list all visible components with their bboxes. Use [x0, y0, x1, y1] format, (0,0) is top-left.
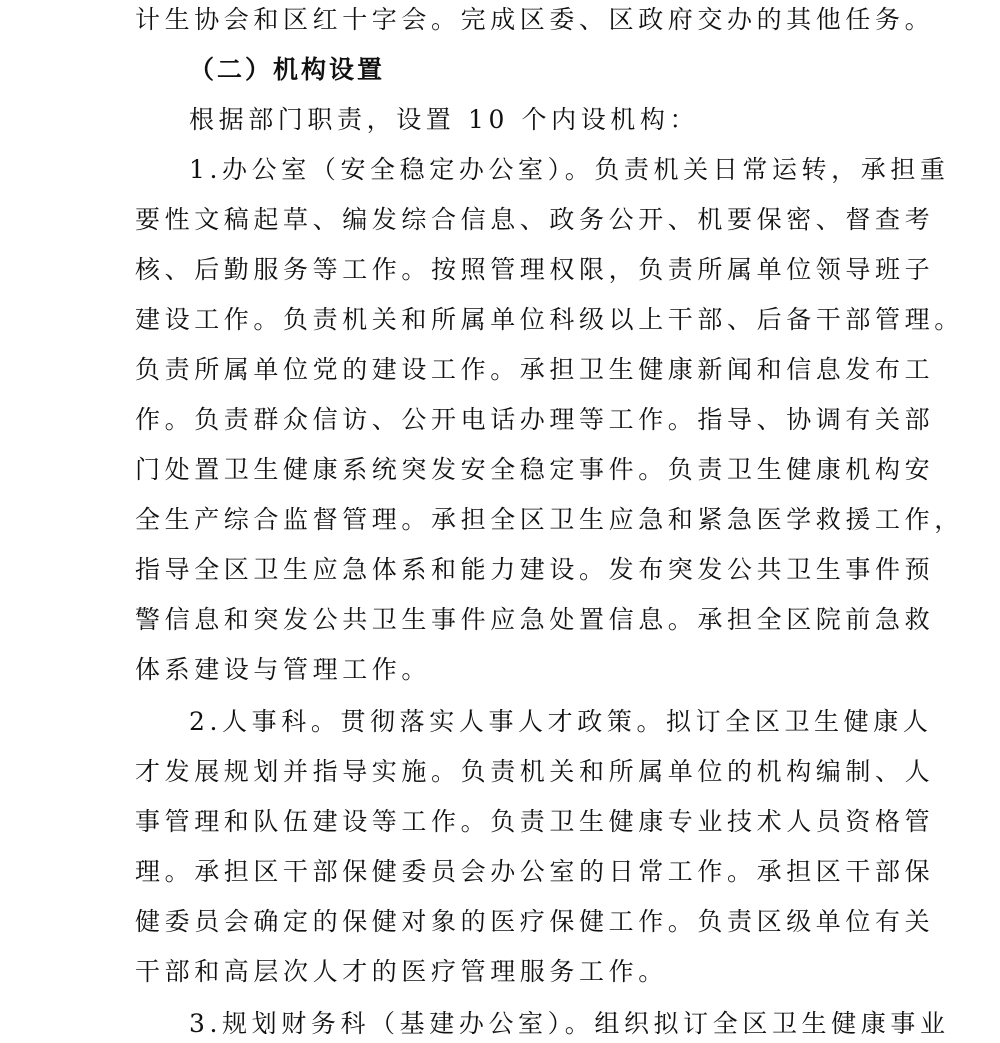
section-heading-institutions: （二）机构设置 — [189, 55, 386, 84]
item-1-line-11: 体系建设与管理工作。 — [135, 655, 432, 684]
item-1-line-5: 负责所属单位党的建设工作。承担卫生健康新闻和信息发布工 — [135, 355, 935, 384]
item-1-line-3: 核、后勤服务等工作。按照管理权限，负责所属单位领导班子 — [135, 255, 935, 284]
item-1-line-4: 建设工作。负责机关和所属单位科级以上干部、后备干部管理。 — [135, 305, 964, 334]
item-2-line-2: 才发展规划并指导实施。负责机关和所属单位的机构编制、人 — [135, 757, 935, 786]
item-1-line-2: 要性文稿起草、编发综合信息、政务公开、机要保密、督查考 — [135, 205, 935, 234]
item-2-line-5: 健委员会确定的保健对象的医疗保健工作。负责区级单位有关 — [135, 907, 935, 936]
text-line-1: 计生协会和区红十字会。完成区委、区政府交办的其他任务。 — [135, 5, 935, 34]
item-3-line-1: 3.规划财务科（基建办公室）。组织拟订全区卫生健康事业 — [189, 1009, 950, 1038]
item-2-line-3: 事管理和队伍建设等工作。负责卫生健康专业技术人员资格管 — [135, 807, 935, 836]
item-2-line-1: 2.人事科。贯彻落实人事人才政策。拟订全区卫生健康人 — [189, 707, 933, 736]
item-2-line-6: 干部和高层次人才的医疗管理服务工作。 — [135, 957, 668, 986]
item-1-line-7: 门处置卫生健康系统突发安全稳定事件。负责卫生健康机构安 — [135, 455, 935, 484]
item-2-line-4: 理。承担区干部保健委员会办公室的日常工作。承担区干部保 — [135, 857, 935, 886]
item-1-line-9: 指导全区卫生应急体系和能力建设。发布突发公共卫生事件预 — [135, 555, 935, 584]
item-1-line-8: 全生产综合监督管理。承担全区卫生应急和紧急医学救援工作， — [135, 505, 964, 534]
item-1-line-1: 1.办公室（安全稳定办公室）。负责机关日常运转，承担重 — [189, 155, 950, 184]
text-line-3: 根据部门职责，设置 10 个内设机构： — [189, 105, 700, 134]
item-1-line-10: 警信息和突发公共卫生事件应急处置信息。承担全区院前急救 — [135, 605, 935, 634]
item-1-line-6: 作。负责群众信访、公开电话办理等工作。指导、协调有关部 — [135, 405, 935, 434]
